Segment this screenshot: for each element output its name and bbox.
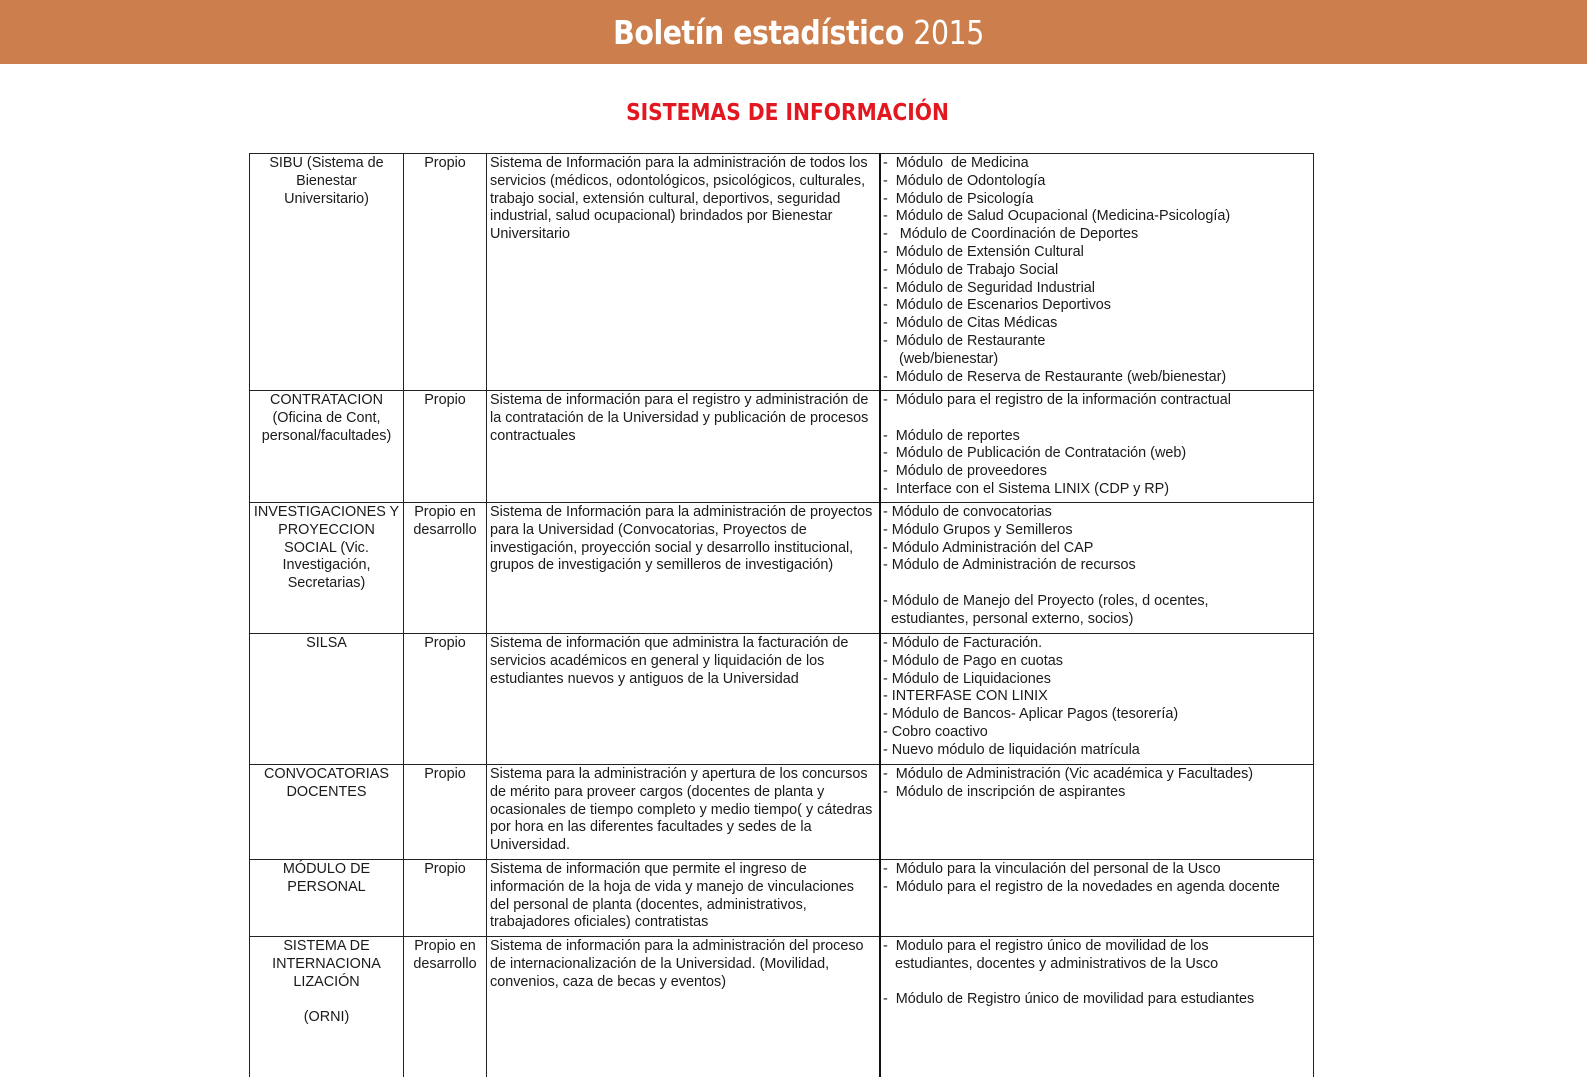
module-item: - Módulo de inscripción de aspirantes [883,783,1126,800]
system-name: CONVOCATORIAS DOCENTES [263,766,389,800]
system-name-cell [250,154,404,391]
module-item: - Módulo Administración del CAP [883,539,1094,556]
spacer [253,991,400,1009]
module-item: - Módulo de Odontología [883,172,1046,189]
system-description: Sistema de Información para la administración de todos los servicios (médicos, odontológicos, psicológicos, culturales, trabajo social, extensión cultural, deportivos, seguridad industrial, salud ocupacional) brindados por Bienestar Universitario [487,154,881,391]
system-name: SIBU (Sistema de Bienestar Universitario) [269,155,384,207]
spacer [883,974,1310,992]
module-item: - Módulo de Restaurante [883,332,1046,349]
module-item: - Módulo para el registro de la novedades en agenda docente [883,878,1280,895]
table-row [250,765,1314,860]
table-row [250,391,1314,503]
module-item: estudiantes, docentes y administrativos de la Usco [883,955,1219,972]
system-type: Propio en desarrollo [404,503,487,634]
module-item: - Nuevo módulo de liquidación matrícula [883,741,1140,758]
system-name: INVESTIGACIONES Y PROYECCION SOCIAL (Vic. Investigación, Secretarias) [253,504,400,592]
bulletin-title [613,13,984,52]
system-description: Sistema para la administración y apertura de los concursos de mérito para proveer cargos (docentes de planta y ocasionales de tiempo completo y medio tiempo( y cátedras por hora en las diferentes facultades y sedes de la Universidad. [487,765,881,860]
system-modules [880,860,1314,937]
module-item: - Módulo de Administración (Vic académica y Facultades) [883,766,1254,782]
table-row [250,937,1314,1077]
system-name: MÓDULO DE PERSONAL [282,861,371,895]
module-item: - Interface con el Sistema LINIX (CDP y RP) [883,480,1170,497]
module-item: (web/bienestar) [883,350,999,367]
bulletin-title-text: Boletín estadístico [613,12,904,52]
system-name-cell [250,503,404,634]
table-row [250,634,1314,765]
module-item: - Módulo de Liquidaciones [883,670,1052,687]
table-body [250,154,1314,1077]
module-item: - Módulo de Extensión Cultural [883,243,1084,260]
system-type: Propio [404,634,487,765]
module-item: - Módulo de Manejo del Proyecto (roles, d ocentes, [883,592,1209,609]
module-item: - Módulo de Escenarios Deportivos [883,297,1111,314]
system-description: Sistema de información que permite el ingreso de información de la hoja de vida y manejo de vinculaciones del personal de planta (docentes, administrativos, trabajadores oficiales) contratistas [487,860,881,937]
system-name: SILSA [306,635,347,651]
header-bar [0,0,1587,64]
module-item: - Módulo de Trabajo Social [883,261,1059,278]
module-item: - Módulo para el registro de la información contractual [883,392,1231,408]
module-item: - Módulo de Bancos- Aplicar Pagos (tesorería) [883,706,1179,723]
system-description: Sistema de información para el registro y administración de la contratación de la Universidad y publicación de procesos contractuales [487,391,881,503]
system-name-cell [250,937,404,1077]
module-item: - Módulo de proveedores [883,463,1047,480]
system-modules [880,765,1314,860]
module-item: - Módulo de Facturación. [883,635,1043,651]
system-modules [880,634,1314,765]
module-item: - Módulo de convocatorias [883,504,1052,520]
system-modules [880,391,1314,503]
module-item: - Módulo de Publicación de Contratación (web) [883,445,1187,462]
module-item: - Modulo para el registro único de movilidad de los [883,938,1209,954]
table-row [250,154,1314,391]
system-type: Propio en desarrollo [404,937,487,1077]
table-row [250,860,1314,937]
module-item: - INTERFASE CON LINIX [883,688,1048,705]
module-item: estudiantes, personal externo, socios) [883,610,1134,627]
system-type: Propio [404,765,487,860]
system-name-cell [250,765,404,860]
system-name: CONTRATACION (Oficina de Cont, personal/facultades) [261,392,392,444]
module-item: - Módulo de Medicina [883,155,1029,171]
system-modules [880,154,1314,391]
system-type: Propio [404,860,487,937]
information-systems-table [249,153,1314,1077]
module-item: - Módulo de Reserva de Restaurante (web/bienestar) [883,368,1227,385]
spacer [883,575,1310,593]
system-modules [880,503,1314,634]
module-item: - Módulo para la vinculación del personal de la Usco [883,861,1221,877]
bulletin-year: 2015 [913,12,984,52]
system-name-cell [250,391,404,503]
module-item: - Módulo de Pago en cuotas [883,652,1064,669]
system-modules [880,937,1314,1077]
module-item: - Módulo de Citas Médicas [883,315,1058,332]
module-item: - Módulo de Registro único de movilidad para estudiantes [883,991,1255,1008]
system-name-cell [250,860,404,937]
module-item: - Módulo de Psicología [883,190,1034,207]
module-item: - Módulo de Coordinación de Deportes [883,226,1139,243]
system-name-cell [250,634,404,765]
module-item: - Módulo de reportes [883,427,1020,444]
table-row [250,503,1314,634]
spacer [883,410,1310,428]
module-item: - Módulo Grupos y Semilleros [883,521,1073,538]
module-item: - Módulo de Administración de recursos [883,557,1136,574]
system-description: Sistema de información que administra la facturación de servicios académicos en general y liquidación de los estudiantes nuevos y antiguos de la Universidad [487,634,881,765]
system-type: Propio [404,391,487,503]
system-acronym: (ORNI) [303,1009,350,1026]
system-name: SISTEMA DE INTERNACIONA LIZACIÓN [272,938,381,990]
section-title: SISTEMAS DE INFORMACIÓN [626,100,949,126]
module-item: - Módulo de Salud Ocupacional (Medicina-Psicología) [883,208,1231,225]
system-type: Propio [404,154,487,391]
system-description: Sistema de información para la administración del proceso de internacionalización de la Universidad. (Movilidad, convenios, caza de becas y eventos) [487,937,881,1077]
module-item: - Módulo de Seguridad Industrial [883,279,1095,296]
module-item: - Cobro coactivo [883,723,988,740]
system-description: Sistema de Información para la administración de proyectos para la Universidad (Convocatorias, Proyectos de investigación, proyección social y desarrollo institucional, grupos de investigación y semilleros de investigación) [487,503,881,634]
